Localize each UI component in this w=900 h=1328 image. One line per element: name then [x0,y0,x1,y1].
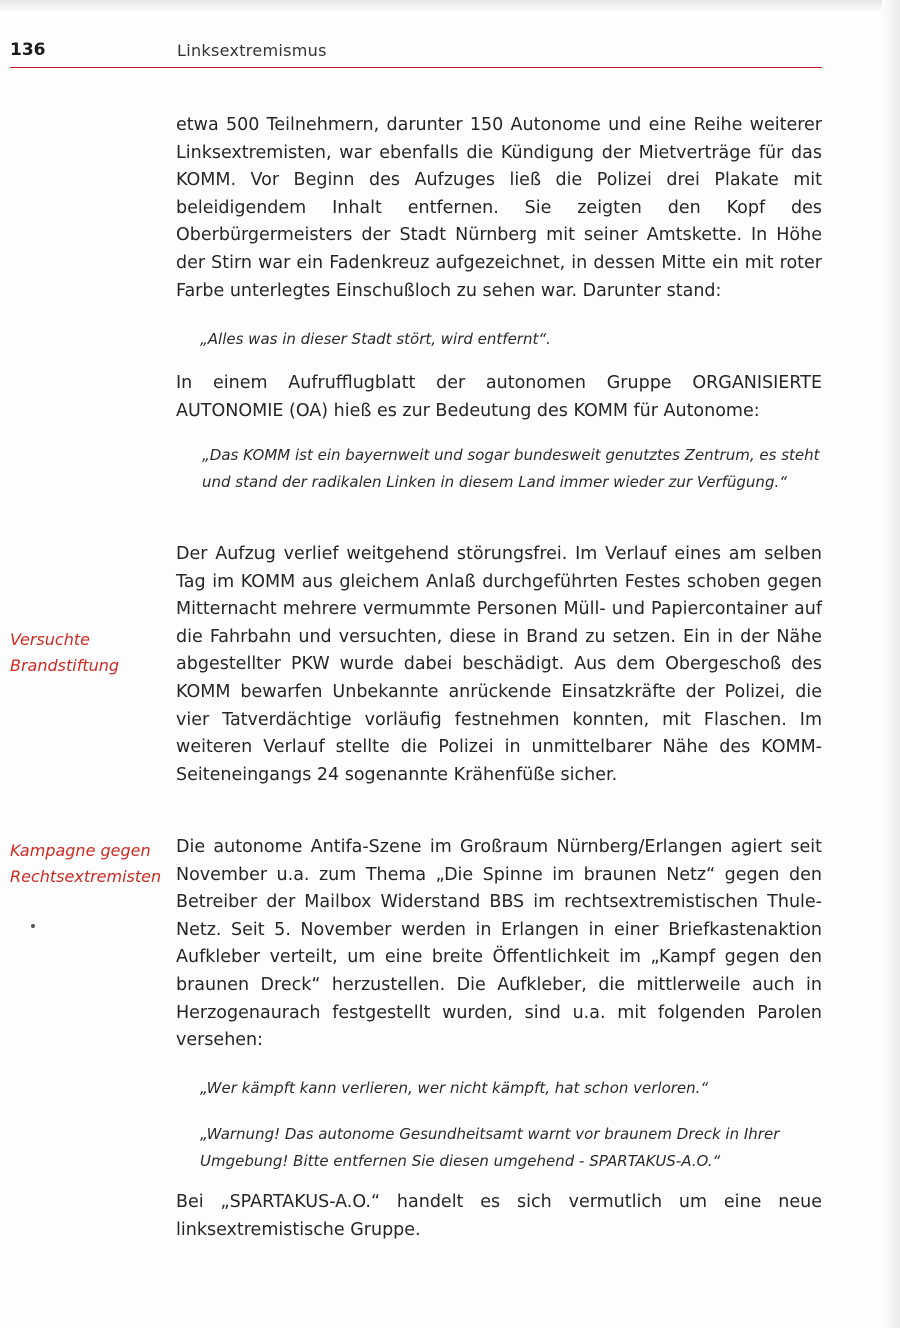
paragraph-2: In einem Aufrufflugblatt der autonomen Gruppe ORGANISIERTE AUTONOMIE (OA) hieß es zur Bedeutung des KOMM für Autonome: [176,373,822,421]
paragraph-1: etwa 500 Teilnehmern, darunter 150 Autonome und eine Reihe weiterer Linksextremisten, war ebenfalls die Kündigung der Mietverträge für das KOMM. Vor Beginn des Aufzuges ließ die Polizei drei Plakate mit beleidigendem Inhalt entfernen. Sie zeigten den Kopf des Oberbürgermeisters der Stadt Nürnberg mit seiner Amtskette. In Höhe der Stirn war ein Fadenkreuz aufgezeichnet, in dessen Mitte ein mit roter Farbe unterlegtes Einschußloch zu sehen war. Darunter stand: [176,115,822,301]
quote-3: „Wer kämpft kann verlieren, wer nicht kämpft, hat schon verloren.“ [200,1079,709,1097]
quote-1: „Alles was in dieser Stadt stört, wird entfernt“. [200,330,551,348]
margin-note-kampagne: Kampagne gegen Rechtsextremisten [10,841,162,886]
margin-mark [31,924,35,928]
running-header [10,38,822,68]
page-number: 136 [10,40,46,60]
paragraph-4: Die autonome Antifa-Szene im Großraum Nürnberg/Erlangen agiert seit November u.a. zum Thema „Die Spinne im braunen Netz“ gegen den Betreiber der Mailbox Widerstand BBS im rechtsextremistischen Thule-Netz. Seit 5. November werden in Erlangen in einer Briefkastenaktion Aufkleber verteilt, um eine breite Öffentlichkeit im „Kampf gegen den braunen Dreck“ herzustellen. Die Aufkleber, die mittlerweile auch in Herzogenaurach festgestellt wurden, sind u.a. mit folgenden Parolen versehen: [176,837,822,1051]
chapter-title: Linksextremismus [177,41,327,60]
margin-note-brandstiftung: Versuchte Brandstiftung [10,630,120,675]
quote-2: „Das KOMM ist ein bayernweit und sogar bundesweit genutztes Zentrum, es steht und stand der radikalen Linken in diesem Land immer wieder zur Verfügung.“ [202,446,820,491]
page-top-shadow [0,0,900,12]
header-rule [10,67,822,68]
paragraph-5: Bei „SPARTAKUS-A.O.“ handelt es sich vermutlich um eine neue linksextremistische Gruppe. [176,1192,822,1240]
page-gutter-shadow [882,0,900,1328]
paragraph-3: Der Aufzug verlief weitgehend störungsfrei. Im Verlauf eines am selben Tag im KOMM aus gleichem Anlaß durchgeführten Festes schoben gegen Mitternacht mehrere vermummte Personen Müll- und Papiercontainer auf die Fahrbahn und versuchten, diese in Brand zu setzen. Ein in der Nähe abgestellter PKW wurde dabei beschädigt. Aus dem Obergeschoß des KOMM bewarfen Unbekannte anrückende Einsatzkräfte der Polizei, die vier Tatverdächtige vorläufig festnehmen konnten, mit Flaschen. Im weiteren Verlauf stellte die Polizei in unmittelbarer Nähe des KOMM-Seiteneingangs 24 sogenannte Krähenfüße sicher. [176,544,822,785]
quote-4: „Warnung! Das autonome Gesundheitsamt warnt vor braunem Dreck in Ihrer Umgebung! Bitte entfernen Sie diesen umgehend - SPARTAKUS-A.O.“ [200,1125,780,1170]
